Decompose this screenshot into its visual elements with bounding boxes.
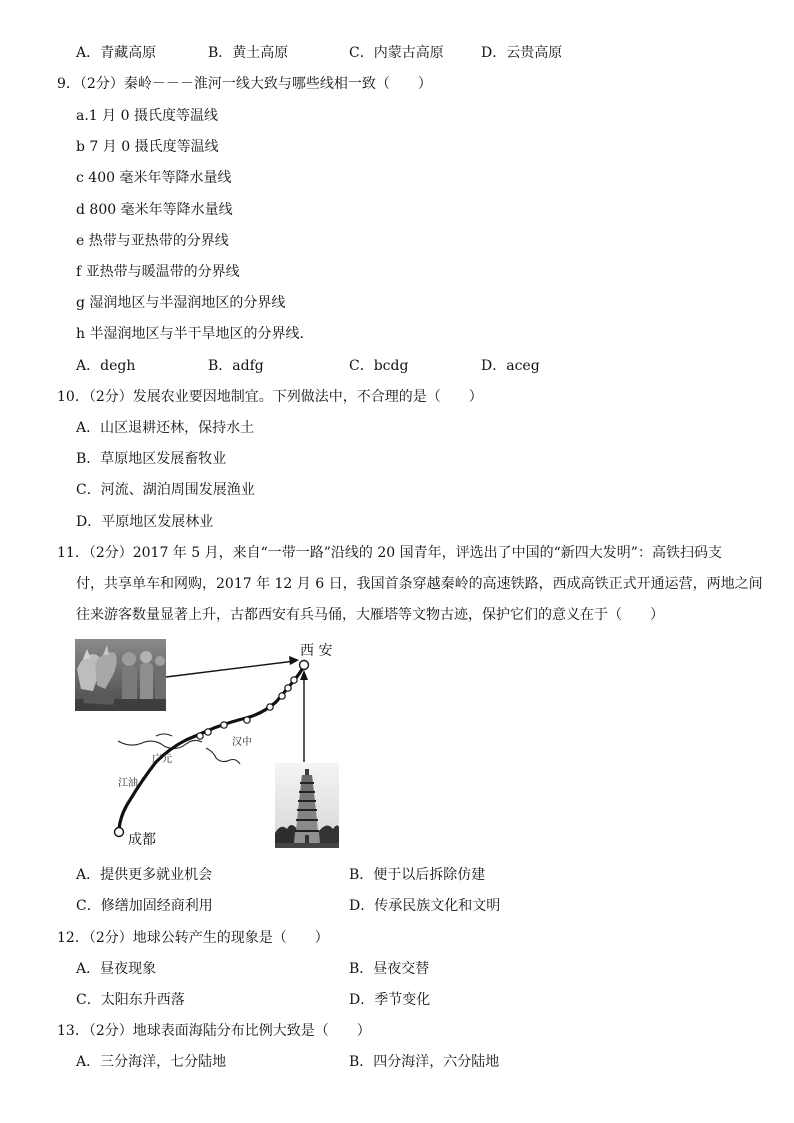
river-line: [156, 734, 172, 736]
q11-stem-line-3: 往来游客数量显著上升，古都西安有兵马俑，大雁塔等文物古迹，保护它们的意义在于（ ）: [76, 607, 664, 623]
river-line: [206, 748, 240, 764]
q12-option-a: A．昼夜现象: [76, 961, 157, 977]
station-marker-chengdu: [115, 828, 124, 837]
station-marker: [279, 693, 285, 699]
q10-stem: 10．（2分）发展农业要因地制宜。下列做法中，不合理的是（ ）: [57, 389, 483, 405]
q13-option-b: B．四分海洋，六分陆地: [349, 1054, 500, 1070]
q10-option-d: D．平原地区发展林业: [76, 514, 214, 530]
q11-option-d: D．传承民族文化和文明: [349, 898, 501, 914]
q12-stem: 12．（2分）地球公转产生的现象是（ ）: [57, 930, 329, 946]
station-marker: [291, 677, 297, 683]
q9-option-b: B．adfg: [208, 358, 264, 374]
map-label-xian: 西 安: [300, 643, 333, 659]
q9-item-h: h 半湿润地区与半干旱地区的分界线.: [76, 326, 304, 342]
q11-option-a: A．提供更多就业机会: [76, 867, 213, 883]
q8-option-d: D．云贵高原: [481, 45, 563, 61]
q9-option-d: D．aceg: [481, 358, 540, 374]
q9-option-a: A．degh: [76, 358, 136, 374]
q8-option-a: A．青藏高原: [76, 45, 157, 61]
station-marker-xian: [300, 661, 309, 670]
q13-option-a: A．三分海洋，七分陆地: [76, 1054, 227, 1070]
station-marker: [221, 722, 227, 728]
q8-option-b: B．黄土高原: [208, 45, 289, 61]
q9-item-f: f 亚热带与暖温带的分界线: [76, 264, 240, 280]
map-label-chengdu: 成都: [128, 832, 156, 848]
map-label-hanzhong: 汉中: [232, 737, 252, 748]
q11-option-c: C．修缮加固经商利用: [76, 898, 213, 914]
station-marker: [197, 733, 203, 739]
q9-item-a: a.1 月 0 摄氏度等温线: [76, 108, 218, 124]
q12-option-d: D．季节变化: [349, 992, 431, 1008]
arrow-to-xian-from-warriors: [166, 656, 299, 677]
q12-option-b: B．昼夜交替: [349, 961, 430, 977]
station-marker: [244, 717, 250, 723]
map-label-guangyuan: 广元: [152, 754, 172, 765]
q9-item-b: b 7 月 0 摄氏度等温线: [76, 139, 219, 155]
q10-option-c: C．河流、湖泊周围发展渔业: [76, 482, 255, 498]
map-label-jiangyou: 江油: [118, 778, 138, 789]
q9-stem: 9．（2分）秦岭－－－淮河一线大致与哪些线相一致（ ）: [57, 76, 432, 92]
q9-item-e: e 热带与亚热带的分界线: [76, 233, 229, 249]
q9-item-d: d 800 毫米年等降水量线: [76, 202, 233, 218]
q11-stem-line-1: 11．（2分）2017 年 5 月，来自“一带一路”沿线的 20 国青年，评选出了中国的“新四大发明”：高铁扫码支: [57, 545, 722, 561]
q10-option-a: A．山区退耕还林，保持水土: [76, 420, 255, 436]
arrow-to-xian-from-pagoda: [300, 670, 308, 762]
station-marker: [285, 685, 291, 691]
q12-option-c: C．太阳东升西落: [76, 992, 185, 1008]
river-line: [118, 740, 202, 748]
q10-option-b: B．草原地区发展畜牧业: [76, 451, 227, 467]
q9-item-g: g 湿润地区与半湿润地区的分界线: [76, 295, 286, 311]
q11-stem-line-2: 付，共享单车和网购，2017 年 12 月 6 日，我国首条穿越秦岭的高速铁路，西成高铁正式开通运营，两地之间: [76, 576, 763, 592]
xicheng-railway-map: [90, 640, 350, 850]
station-marker: [205, 729, 211, 735]
station-marker: [267, 704, 273, 710]
q9-item-c: c 400 毫米年等降水量线: [76, 170, 232, 186]
q9-option-c: C．bcdg: [349, 358, 409, 374]
q11-option-b: B．便于以后拆除仿建: [349, 867, 486, 883]
q13-stem: 13．（2分）地球表面海陆分布比例大致是（ ）: [57, 1023, 371, 1039]
railway-line: [119, 666, 304, 830]
q8-option-c: C．内蒙古高原: [349, 45, 444, 61]
